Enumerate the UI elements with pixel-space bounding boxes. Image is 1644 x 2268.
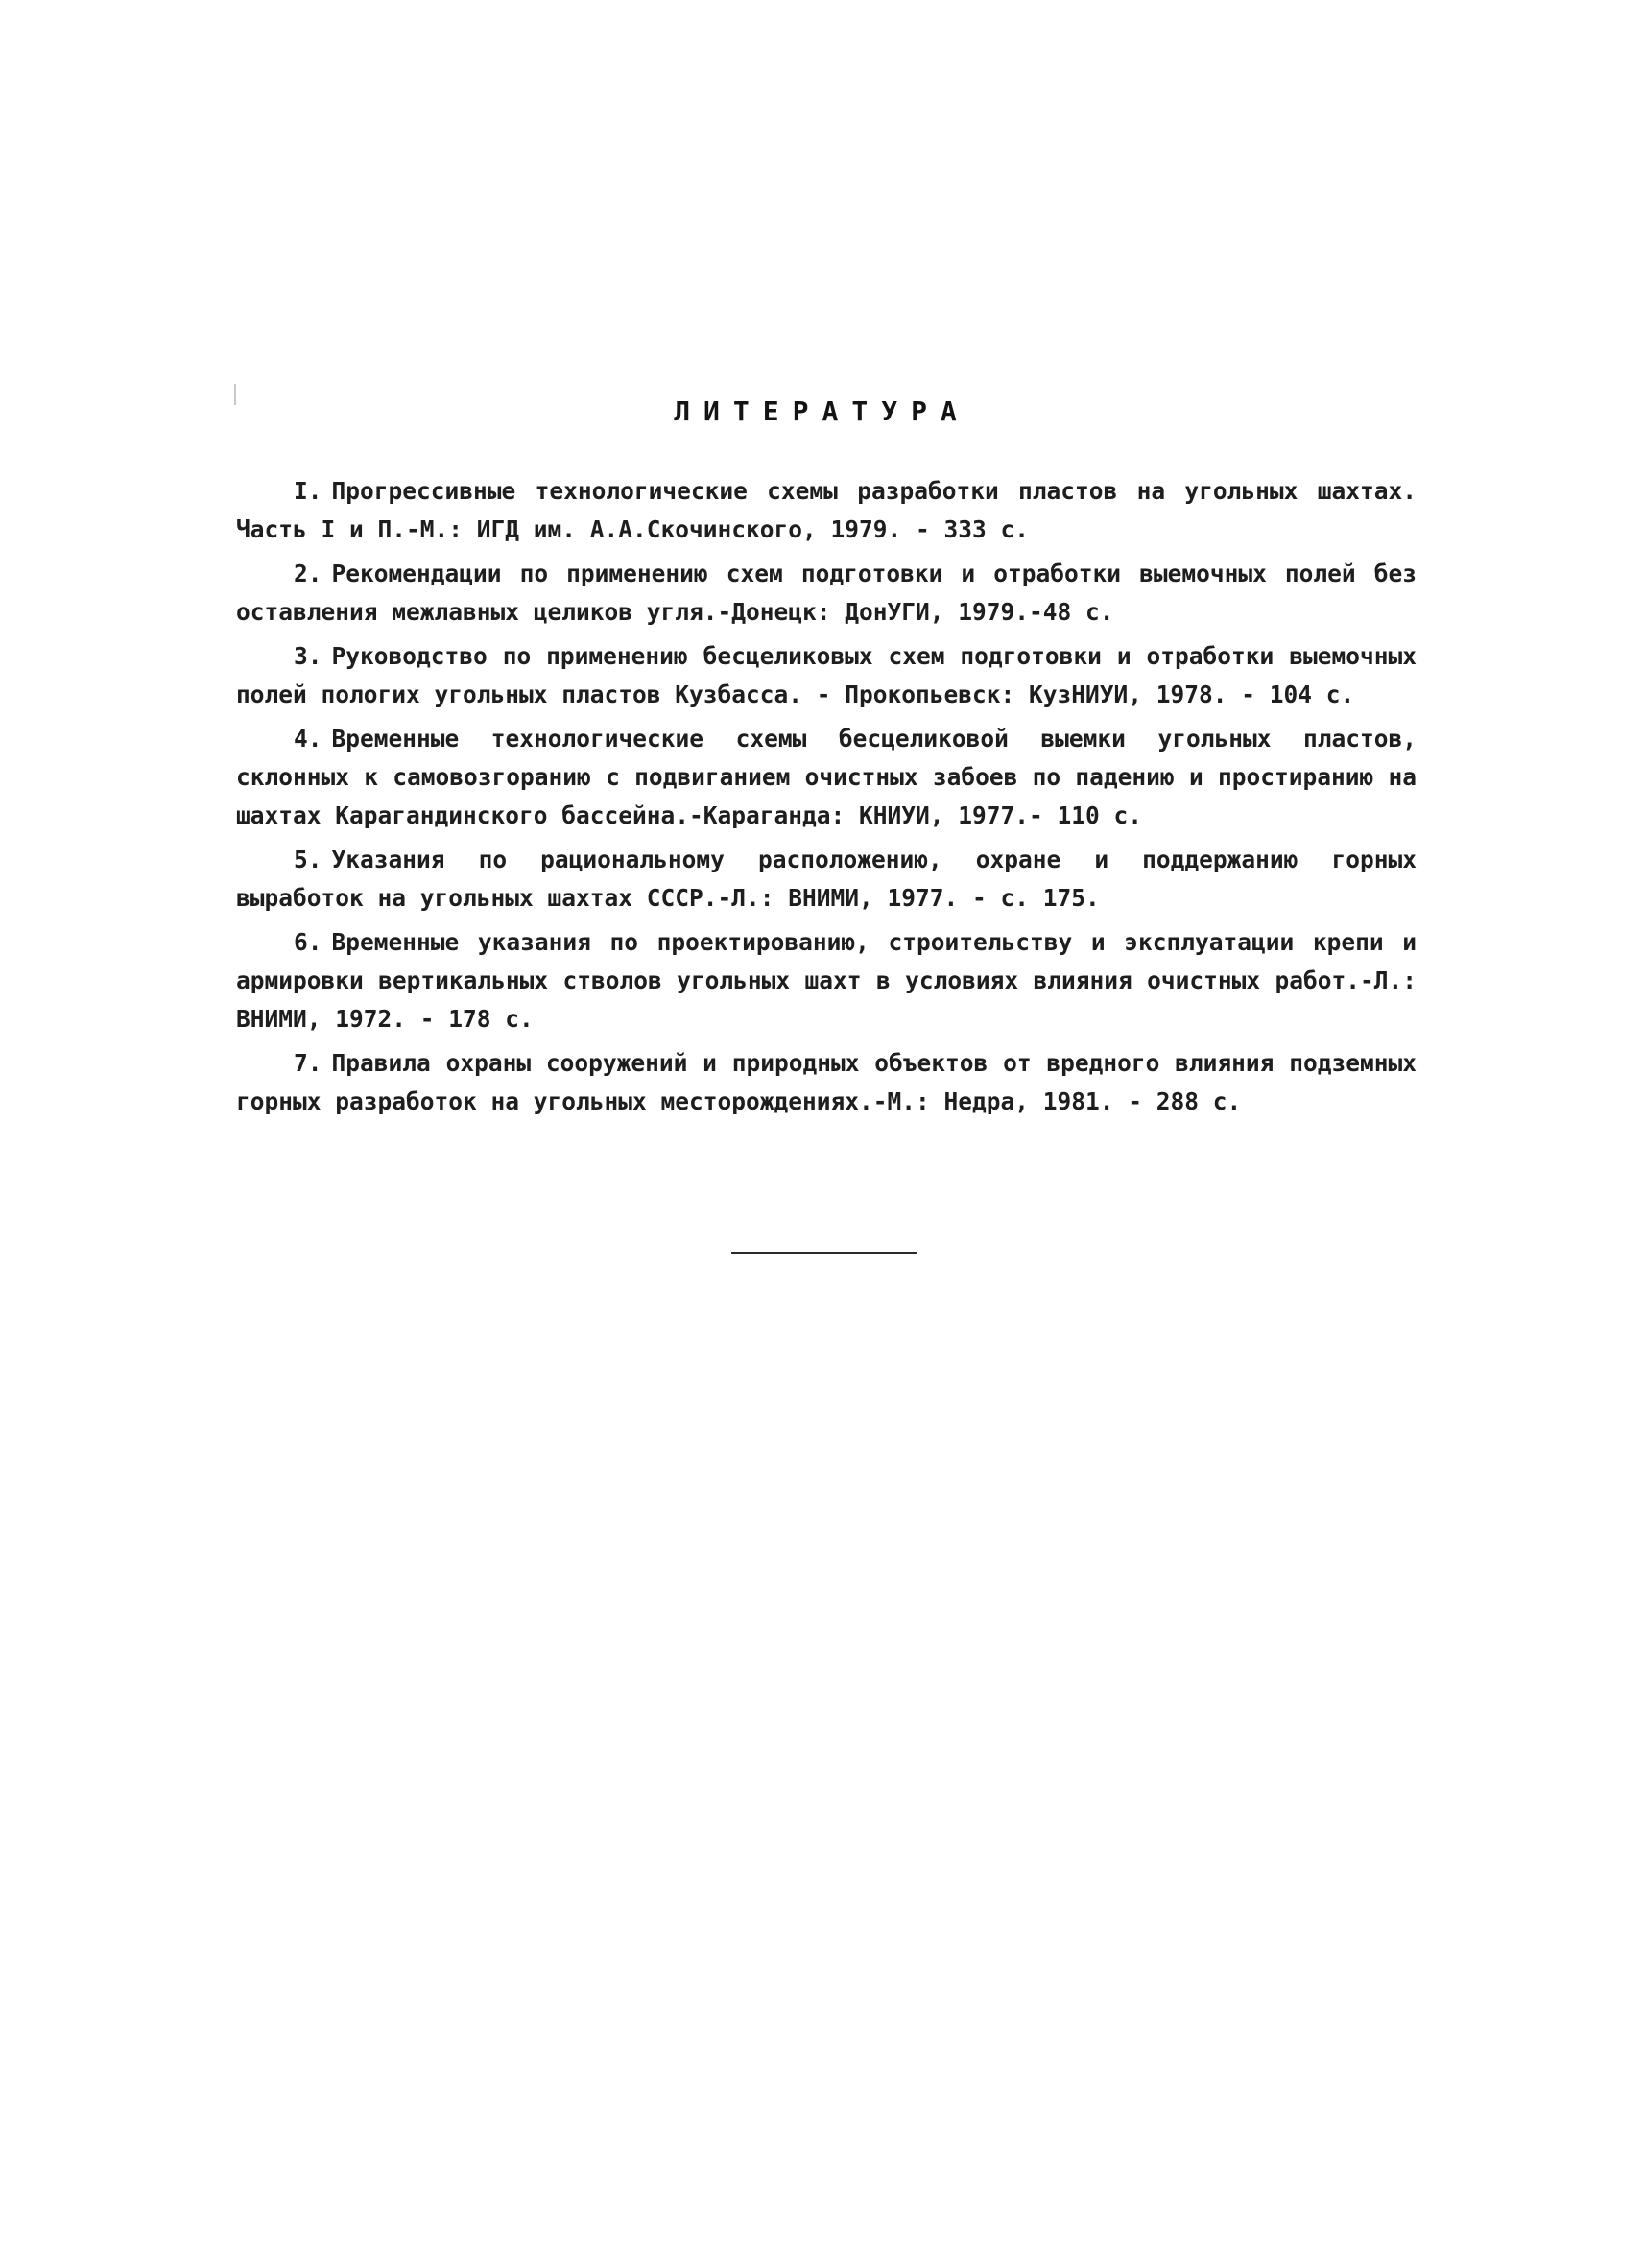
reference-number: 2. [294, 560, 322, 587]
reference-number: 6. [294, 928, 322, 956]
closing-divider [731, 1252, 917, 1254]
page-title: ЛИТЕРАТУРА [674, 395, 970, 427]
reference-number: 5. [294, 846, 322, 873]
reference-item [236, 1044, 1417, 1121]
reference-item [236, 555, 1417, 632]
reference-number: I. [294, 477, 322, 505]
reference-number: 3. [294, 642, 322, 670]
reference-text: Прогрессивные технологические схемы разработки пластов на угольных шахтах. Часть I и П.-М.: ИГД им. А.А.Скочинского, 1979. - 333 с. [236, 477, 1417, 543]
reference-text: Рекомендации по применению схем подготовки и отработки выемочных полей без оставления межлавных целиков угля.-Донецк: ДонУГИ, 1979.-48 с. [236, 560, 1417, 626]
reference-text: Указания по рациональному расположению, охране и поддержанию горных выработок на угольных шахтах СССР.-Л.: ВНИМИ, 1977. - с. 175. [236, 846, 1417, 912]
reference-number: 7. [294, 1049, 322, 1077]
reference-item [236, 923, 1417, 1039]
reference-text: Правила охраны сооружений и природных объектов от вредного влияния подземных горных разработок на угольных месторождениях.-М.: Недра, 1981. - 288 с. [236, 1049, 1417, 1115]
reference-item [236, 472, 1417, 549]
reference-text: Временные технологические схемы бесцеликовой выемки угольных пластов, склонных к самовозгоранию с подвиганием очистных забоев по падению и простиранию на шахтах Карагандинского бассейна.-Караганда: КНИУИ, 1977.- 110 с. [236, 725, 1417, 829]
reference-text: Временные указания по проектированию, строительству и эксплуатации крепи и армировки вертикальных стволов угольных шахт в условиях влияния очистных работ.-Л.: ВНИМИ, 1972. - 178 с. [236, 928, 1417, 1033]
reference-text: Руководство по применению бесцеликовых схем подготовки и отработки выемочных полей пологих угольных пластов Кузбасса. - Прокопьевск: КузНИУИ, 1978. - 104 с. [236, 642, 1417, 708]
reference-number: 4. [294, 725, 322, 752]
reference-item [236, 637, 1417, 714]
reference-item [236, 720, 1417, 835]
reference-list [236, 472, 1417, 1127]
reference-item [236, 841, 1417, 918]
